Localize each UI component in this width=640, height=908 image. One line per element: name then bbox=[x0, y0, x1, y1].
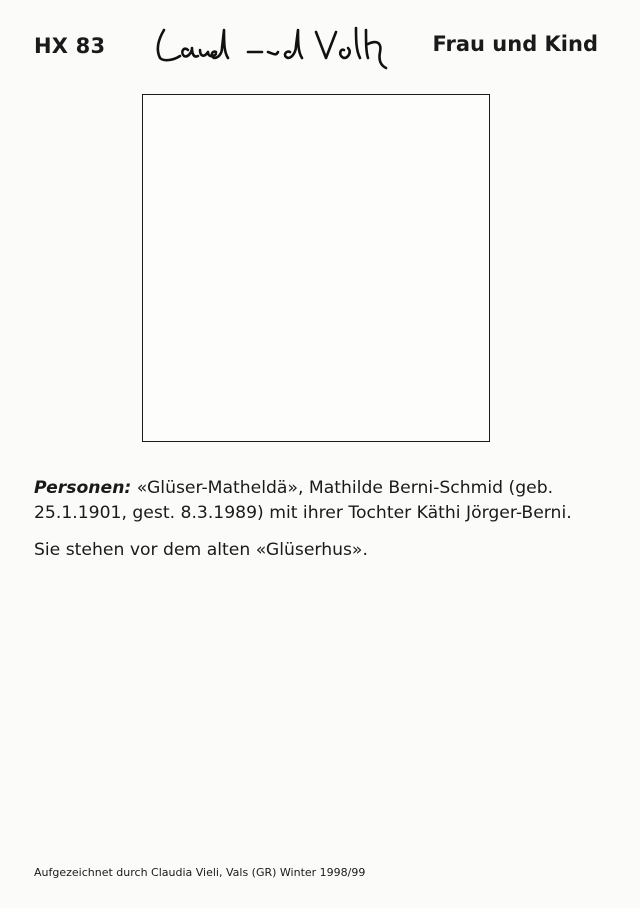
description-block bbox=[34, 476, 604, 575]
persons-paragraph bbox=[34, 476, 604, 526]
category: Frau und Kind bbox=[432, 32, 598, 56]
persons-text: «Glüser-Matheldä», Mathilde Berni-Schmid (geb. 25.1.1901, gest. 8.3.1989) mit ihrer Tochter Käthi Jörger-Berni. bbox=[34, 478, 572, 523]
footer-credit: Aufgezeichnet durch Claudia Vieli, Vals (GR) Winter 1998/99 bbox=[34, 866, 366, 879]
photo-frame bbox=[142, 94, 490, 442]
card-id: HX 83 bbox=[34, 34, 106, 58]
location-paragraph: Sie stehen vor dem alten «Glüserhus». bbox=[34, 540, 368, 560]
handwritten-note bbox=[150, 22, 400, 72]
persons-label: Personen: bbox=[34, 478, 132, 498]
